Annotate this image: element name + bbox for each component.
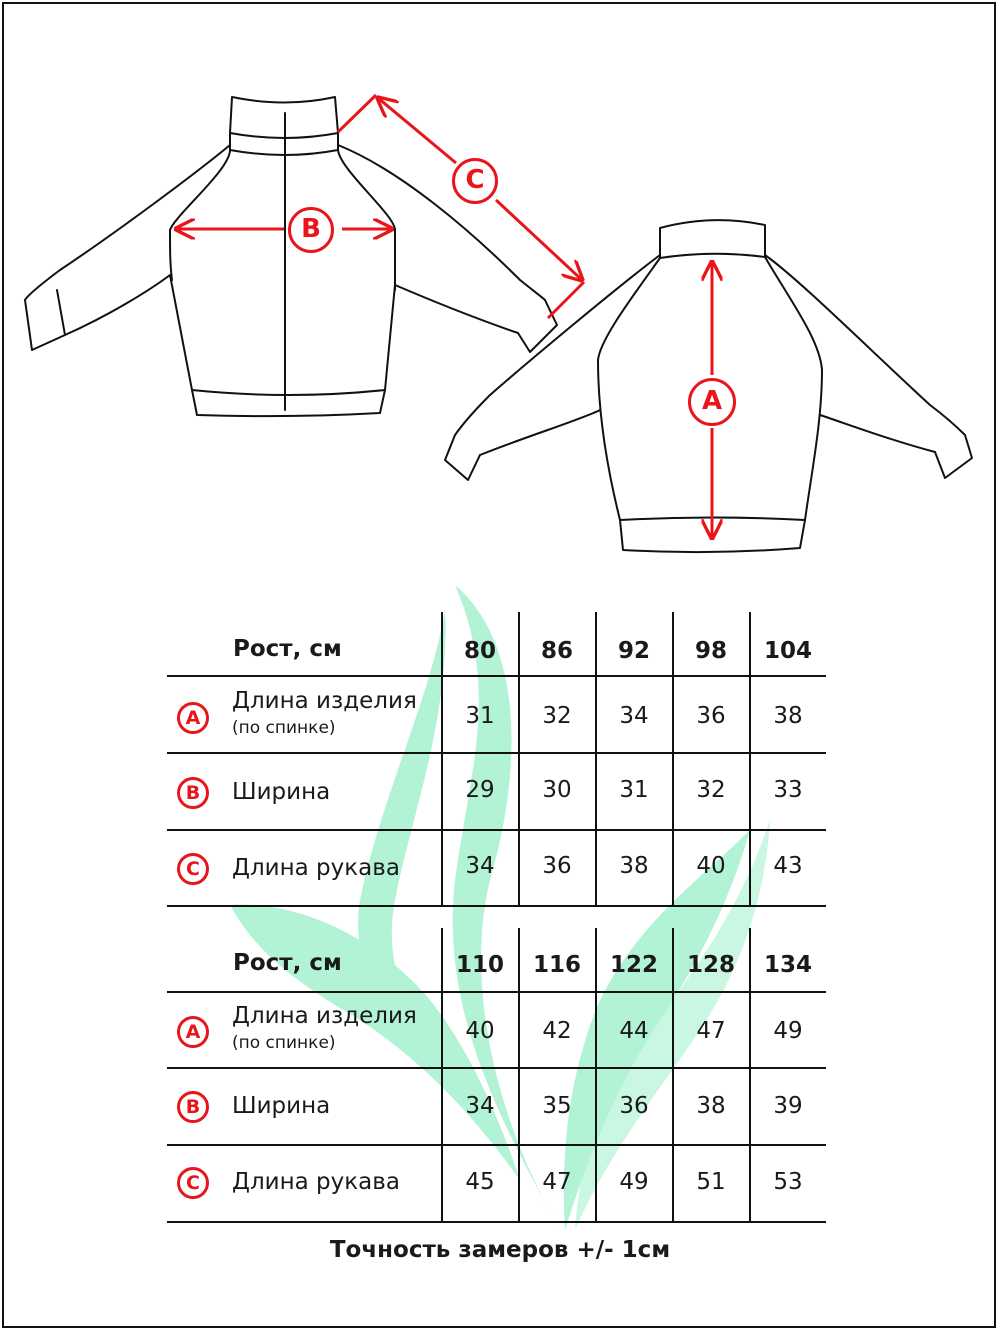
row-label: Длина изделия	[232, 688, 417, 714]
table-cell: 42	[542, 1018, 572, 1044]
table-cell: 43	[773, 853, 803, 879]
size-header: 122	[609, 952, 658, 978]
marker-c: C	[177, 853, 209, 885]
leaf-watermark	[230, 585, 770, 1230]
jacket-front-sketch	[25, 97, 557, 416]
sleeve-arrow	[338, 95, 584, 318]
table-cell: 29	[465, 777, 495, 803]
size-header: 92	[617, 638, 650, 664]
table-cell: 36	[696, 703, 726, 729]
table-cell: 49	[773, 1018, 803, 1044]
table-cell: 33	[773, 777, 803, 803]
measurement-accuracy-note: Точность замеров +/- 1см	[329, 1237, 671, 1263]
size-header: 116	[532, 952, 581, 978]
header-label: Рост, см	[233, 636, 342, 662]
size-header: 110	[455, 952, 504, 978]
size-header: 134	[763, 952, 812, 978]
table-cell: 36	[542, 853, 572, 879]
row-sublabel: (по спинке)	[232, 1033, 336, 1053]
row-label: Ширина	[232, 779, 331, 805]
marker-a: A	[177, 702, 209, 734]
table-cell: 38	[619, 853, 649, 879]
size-header: 104	[763, 638, 812, 664]
table-cell: 30	[542, 777, 572, 803]
marker-b: B	[177, 1091, 209, 1123]
table-cell: 31	[619, 777, 649, 803]
table-cell: 51	[696, 1169, 726, 1195]
table-cell: 34	[465, 853, 495, 879]
table-cell: 47	[696, 1018, 726, 1044]
size-header: 80	[463, 638, 496, 664]
marker-b: B	[177, 777, 209, 809]
table-cell: 31	[465, 703, 495, 729]
row-label: Ширина	[232, 1093, 331, 1119]
table-cell: 35	[542, 1093, 572, 1119]
table-cell: 32	[542, 703, 572, 729]
row-label: Длина рукава	[232, 1169, 400, 1195]
marker-a: A	[177, 1016, 209, 1048]
marker-b-diagram: B	[288, 207, 334, 253]
header-label: Рост, см	[233, 950, 342, 976]
table-cell: 38	[773, 703, 803, 729]
marker-c-diagram: C	[452, 158, 498, 204]
table-cell: 47	[542, 1169, 572, 1195]
row-sublabel: (по спинке)	[232, 718, 336, 738]
size-header: 98	[694, 638, 727, 664]
table-cell: 38	[696, 1093, 726, 1119]
table-cell: 34	[619, 703, 649, 729]
table-cell: 32	[696, 777, 726, 803]
size-header: 128	[686, 952, 735, 978]
table-cell: 40	[696, 853, 726, 879]
marker-a-diagram: A	[688, 378, 736, 426]
row-label: Длина изделия	[232, 1003, 417, 1029]
row-label: Длина рукава	[232, 855, 400, 881]
table-cell: 36	[619, 1093, 649, 1119]
marker-c: C	[177, 1167, 209, 1199]
table-cell: 44	[619, 1018, 649, 1044]
table-cell: 34	[465, 1093, 495, 1119]
table-cell: 39	[773, 1093, 803, 1119]
table-cell: 45	[465, 1169, 495, 1195]
table-cell: 40	[465, 1018, 495, 1044]
table-cell: 53	[773, 1169, 803, 1195]
size-header: 86	[540, 638, 573, 664]
table-cell: 49	[619, 1169, 649, 1195]
